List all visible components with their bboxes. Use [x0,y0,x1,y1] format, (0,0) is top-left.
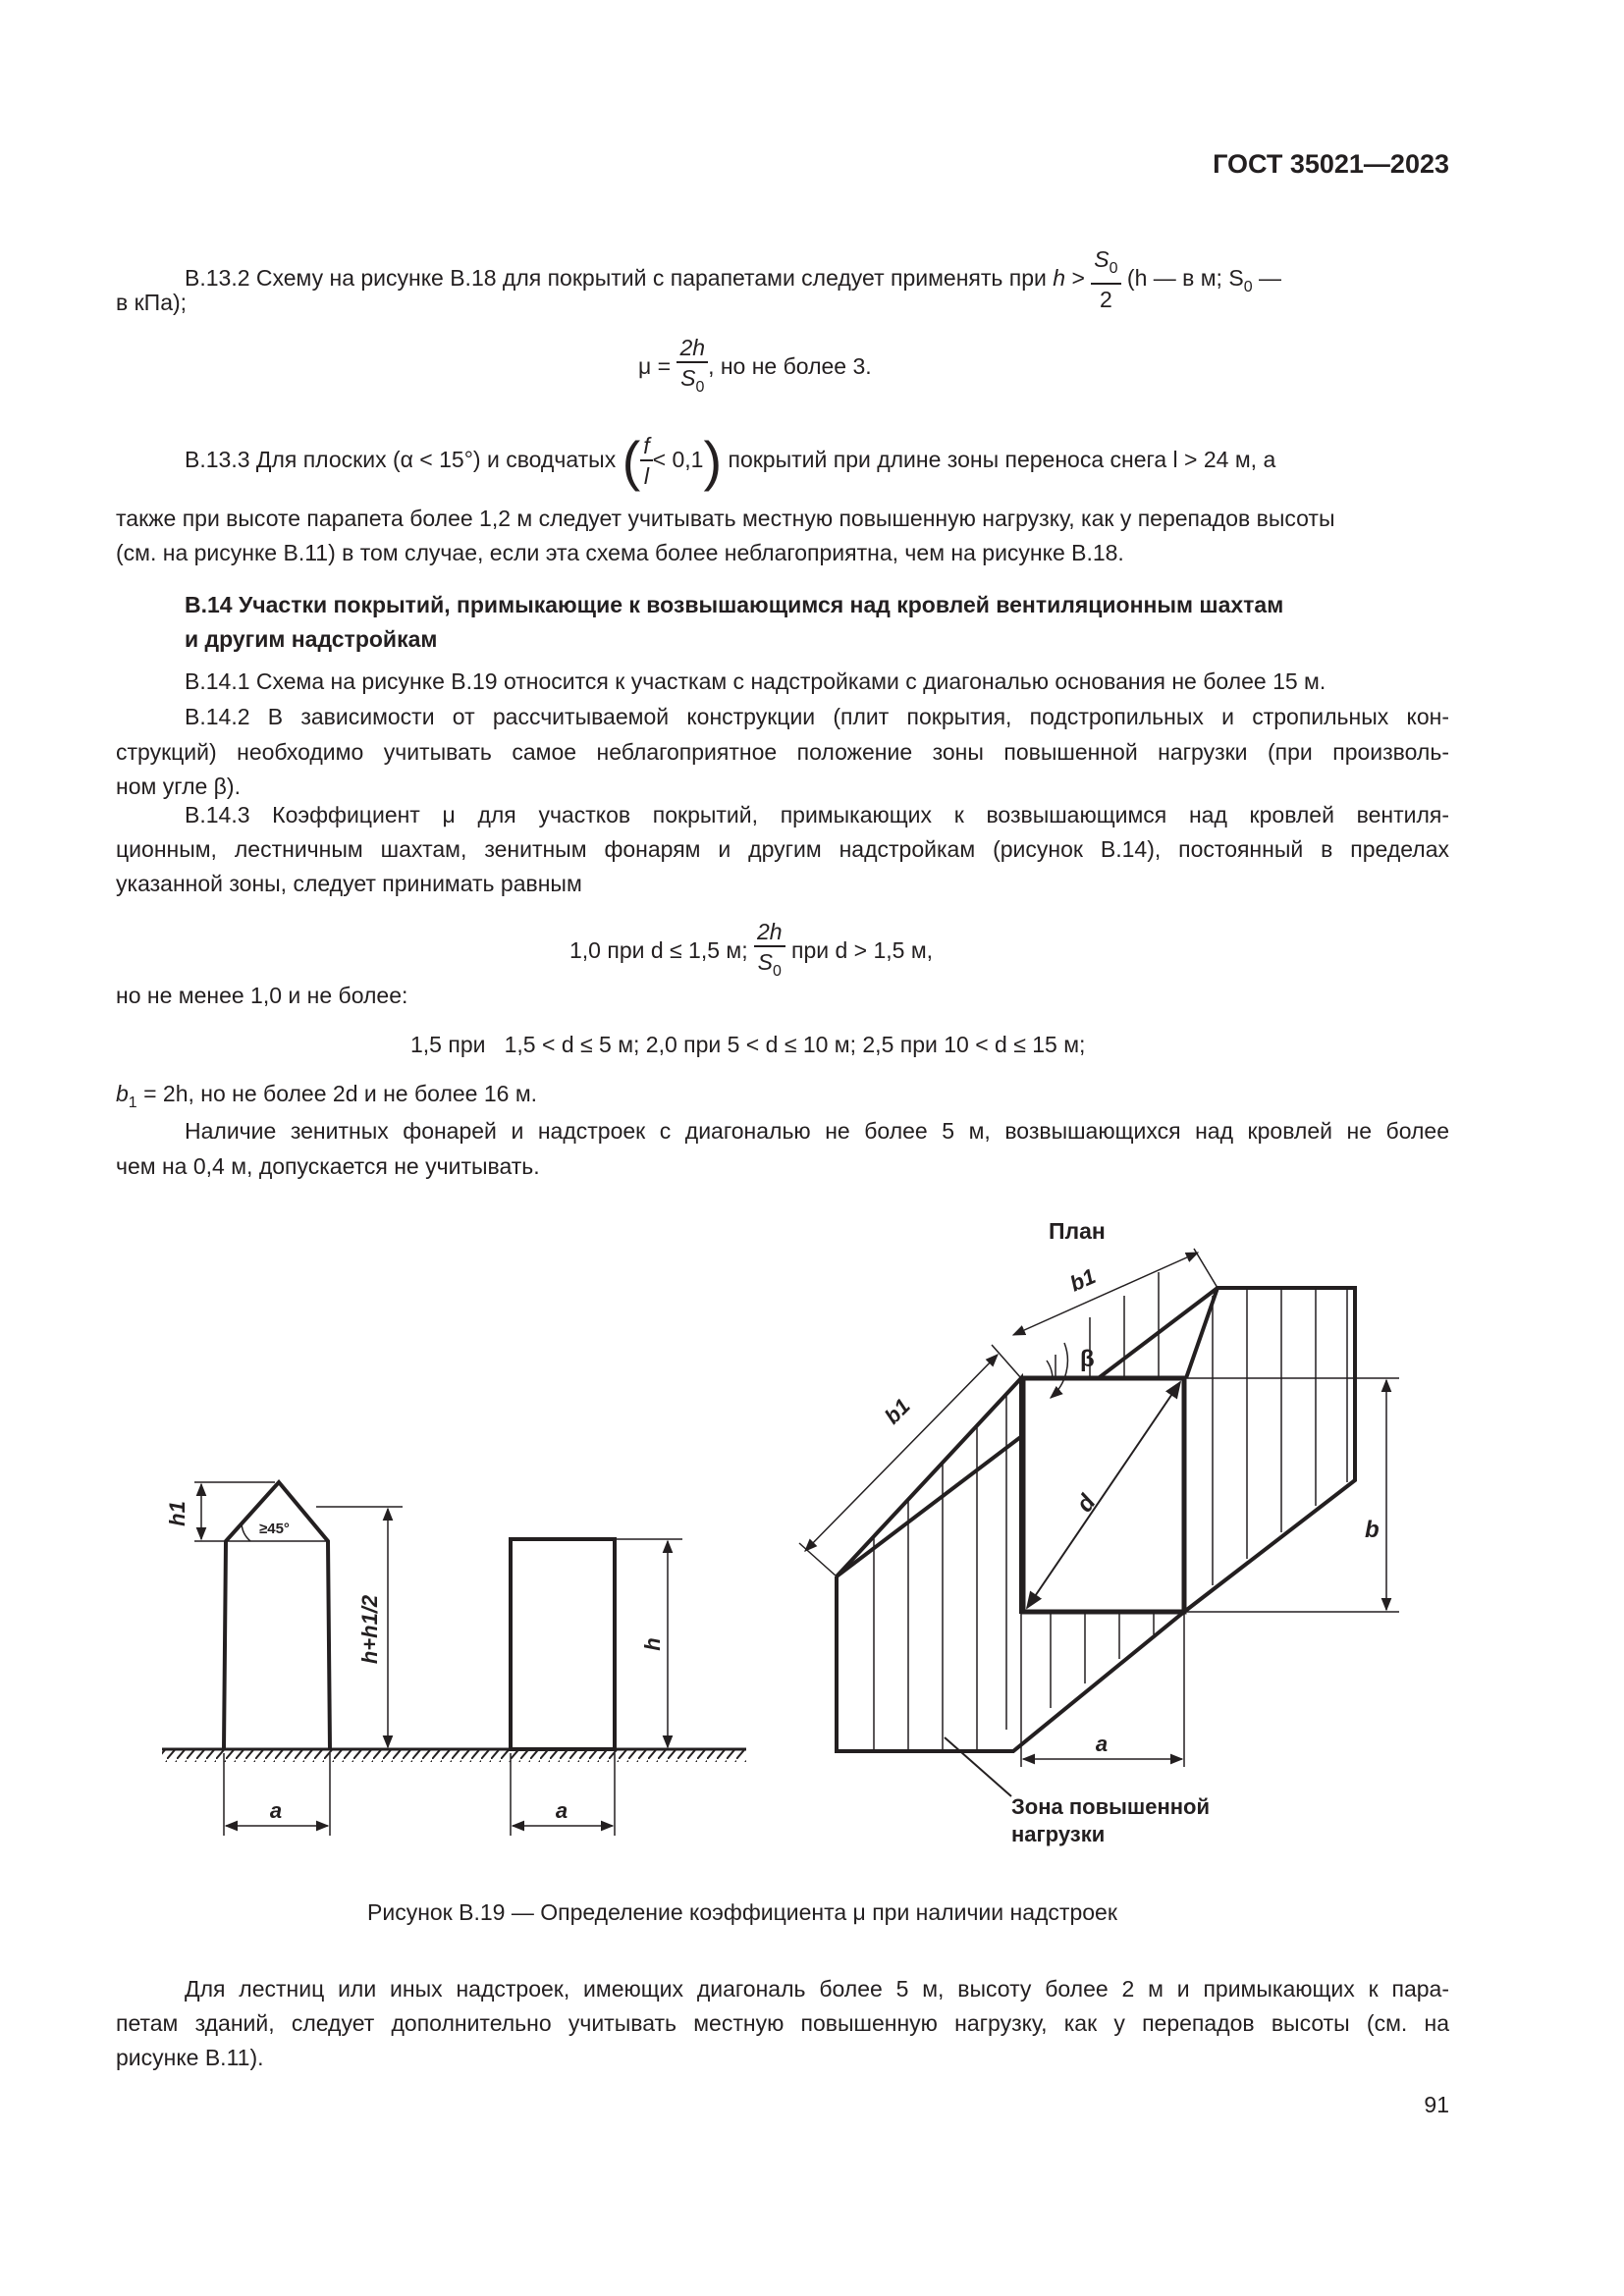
not-less-text: но не менее 1,0 и не более: [116,983,408,1008]
paragraph-b13-2 [185,245,1449,314]
paragraph-skylights-line2: чем на 0,4 м, допускается не учитывать. [116,1153,540,1179]
paragraph-b14-2-line2: струкций) необходимо учитывать самое неблагоприятное положение зоны повышенной нагрузки (при произволь- [116,739,1449,765]
paragraph-stairs-line1: Для лестниц или иных надстроек, имеющих диагональ более 5 м, высоту более 2 м и примыкающих к пара- [185,1976,1449,2002]
zone-label-line2: нагрузки [1011,1822,1106,1846]
cond-gt: > [1071,265,1085,292]
formula-mu-den-sub: 0 [695,379,705,396]
label-h-plus-h1: h+h1/2 [357,1594,382,1665]
paragraph-b13-3: В.13.3 Для плоских (α < 15°) и сводчатых ( $\frac{f}{l}$ < 0,1) покрытий при длине зоны переноса снега l > 24 м, а [185,430,1276,492]
formula-mu-symbol: μ = [638,353,672,380]
paragraph-b13-3-lead: В.13.3 Для плоских (α < 15°) и сводчатых [185,447,617,473]
formula-d-den: S [757,949,774,975]
paragraph-b14-2-line1: В.14.2 В зависимости от рассчитываемой конструкции (плит покрытия, подстропильных и стропильных кон- [185,704,1449,729]
paragraph-b14-1: В.14.1 Схема на рисунке В.19 относится к участкам с надстройками с диагональю основания не более 15 м. [185,668,1326,694]
formula-ranges: 1,5 при 1,5 < d ≤ 5 м; 2,0 при 5 < d ≤ 10 м; 2,5 при 10 < d ≤ 15 м; [410,1032,1086,1057]
paragraph-b14-2-line3: ном угле β). [116,774,241,799]
b13-3-fraction [640,432,652,491]
formula-mu-den: S [680,365,696,391]
label-b: b [1365,1517,1380,1543]
formula-mu-rest: , но не более 3. [708,353,872,380]
formula-mu [638,334,872,402]
cond-num: S [1094,246,1110,272]
label-angle: ≥45° [259,1521,290,1537]
plan-label: План [1049,1218,1106,1244]
b13-3-frac-rest: < 0,1 [652,447,704,473]
b13-3-frac-den: l [643,463,649,489]
document-header: ГОСТ 35021—2023 [1213,149,1449,179]
paragraph-b13-3-tail: покрытий при длине зоны переноса снега l > 24 м, а [728,447,1276,473]
label-h1: h1 [165,1501,189,1526]
formula-d-den-sub: 0 [773,963,782,980]
label-a-left: a [269,1798,283,1823]
b1-sub: 1 [128,1095,137,1111]
label-h: h [640,1637,665,1651]
label-b1-lower: b1 [879,1393,915,1429]
figure-caption: Рисунок В.19 — Определение коэффициента μ при наличии надстроек [367,1899,1117,1925]
formula-d-right: при d > 1,5 м, [790,937,934,964]
b13-3-frac-num: f [640,432,652,461]
paragraph-b13-2-lead: В.13.2 Схему на рисунке В.18 для покрытий с парапетами следует применять при [185,265,1047,292]
label-beta: β [1080,1346,1095,1372]
paragraph-b14-3-line1: В.14.3 Коэффициент μ для участков покрытий, примыкающих к возвышающимся над кровлей вентиля- [185,802,1449,828]
ground-line [162,1749,746,1762]
label-b1-upper: b1 [1065,1263,1100,1297]
paragraph-b13-2-tail: (h — в м; S [1126,265,1244,292]
paragraph-b13-3-line2: также при высоте парапета более 1,2 м следует учитывать местную повышенную нагрузку, как у перепадов высоты [116,506,1335,531]
tail-sub: 0 [1243,279,1253,296]
page-number: 91 [1424,2092,1449,2117]
section-b14-title: В.14 Участки покрытий, примыкающие к возвышающимся над кровлей вентиляционным шахтам [185,592,1284,617]
zone-label-line1: Зона повышенной [1011,1794,1211,1819]
cond-fraction [1091,245,1120,314]
formula-d [569,918,933,987]
paragraph-stairs-line3: рисунке В.11). [116,2045,264,2070]
paragraph-b13-2-line2: в кПа); [116,290,188,315]
label-a-middle: a [555,1798,568,1823]
formula-mu-fraction [677,334,708,402]
figure-b19 [0,1198,1624,1865]
formula-d-fraction [754,918,785,987]
label-d: d [1071,1489,1102,1518]
paragraph-b14-3-line2: ционным, лестничным шахтам, зенитным фонарям и другим надстройкам (рисунок В.14), постоянный в пределах [116,836,1449,862]
plan-zone [799,1249,1399,1796]
cond-num-sub: 0 [1109,260,1118,277]
paragraph-skylights-line1: Наличие зенитных фонарей и надстроек с диагональю не более 5 м, возвышающихся над кровлей не более [185,1118,1449,1144]
b1-symbol: b [116,1081,129,1106]
b1-rest: = 2h, но не более 2d и не более 16 м. [136,1081,538,1106]
section-b14-title-line2: и другим надстройкам [185,626,438,652]
formula-d-left: 1,0 при d ≤ 1,5 м; [569,937,748,964]
cond-den: 2 [1099,287,1112,312]
paragraph-b14-3-line3: указанной зоны, следует принимать равным [116,871,582,896]
building-flat [511,1539,682,1836]
tail-end: — [1258,265,1281,292]
paragraph-stairs-line2: петам зданий, следует дополнительно учитывать местную повышенную нагрузку, как у перепадов высоты (см. на [116,2010,1449,2036]
cond-h: h [1053,265,1066,292]
label-a-plan: a [1095,1732,1109,1756]
paragraph-b13-3-line3: (см. на рисунке В.11) в том случае, если эта схема более неблагоприятна, чем на рисунке В.18. [116,540,1124,565]
formula-d-num: 2h [754,918,785,947]
formula-mu-num: 2h [677,334,708,363]
